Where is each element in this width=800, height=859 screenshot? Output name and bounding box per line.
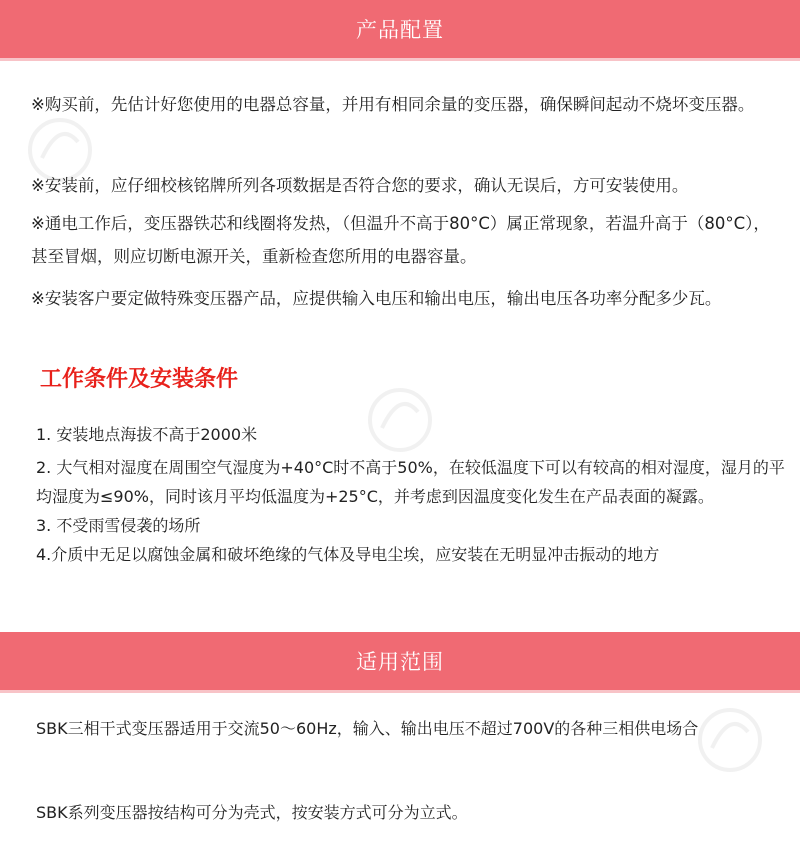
list-item: 3. 不受雨雪侵袭的场所 — [36, 516, 201, 535]
scope-line-1: SBK三相干式变压器适用于交流50～60Hz，输入、输出电压不超过700V的各种三相供电场合 — [36, 719, 699, 738]
banner-scope — [0, 632, 800, 693]
watermark-logo-icon — [690, 700, 770, 780]
note-install: ※安装前，应仔细校核铭牌所列各项数据是否符合您的要求，确认无误后，方可安装使用。 — [31, 176, 689, 195]
list-item: 1. 安装地点海拔不高于2000米 — [36, 425, 258, 444]
note-purchase: ※购买前，先估计好您使用的电器总容量，并用有相同余量的变压器，确保瞬间起动不烧坏变压器。 — [31, 95, 755, 114]
banner-title: 产品配置 — [356, 18, 444, 42]
list-item: 4.介质中无足以腐蚀金属和破坏绝缘的气体及导电尘埃，应安装在无明显冲击振动的地方 — [36, 545, 660, 564]
conditions-list — [36, 420, 786, 569]
conditions-heading: 工作条件及安装条件 — [40, 367, 239, 392]
note-custom: ※安装客户要定做特殊变压器产品，应提供输入电压和输出电压，输出电压各功率分配多少瓦。 — [31, 289, 722, 308]
note-power-on: ※通电工作后，变压器铁芯和线圈将发热，（但温升不高于80°C）属正常现象，若温升高于（80°C），甚至冒烟，则应切断电源开关，重新检查您所用的电器容量。 — [31, 214, 770, 266]
banner-product-config — [0, 0, 800, 61]
list-item: 2. 大气相对湿度在周围空气湿度为+40°C时不高于50%，在较低温度下可以有较高的相对湿度，湿月的平均湿度为≤90%，同时该月平均低温度为+25°C，并考虑到因温度变化发生在产品表面的凝露。 — [36, 458, 785, 506]
banner-title: 适用范围 — [356, 650, 444, 674]
scope-line-2: SBK系列变压器按结构可分为壳式，按安装方式可分为立式。 — [36, 803, 468, 822]
